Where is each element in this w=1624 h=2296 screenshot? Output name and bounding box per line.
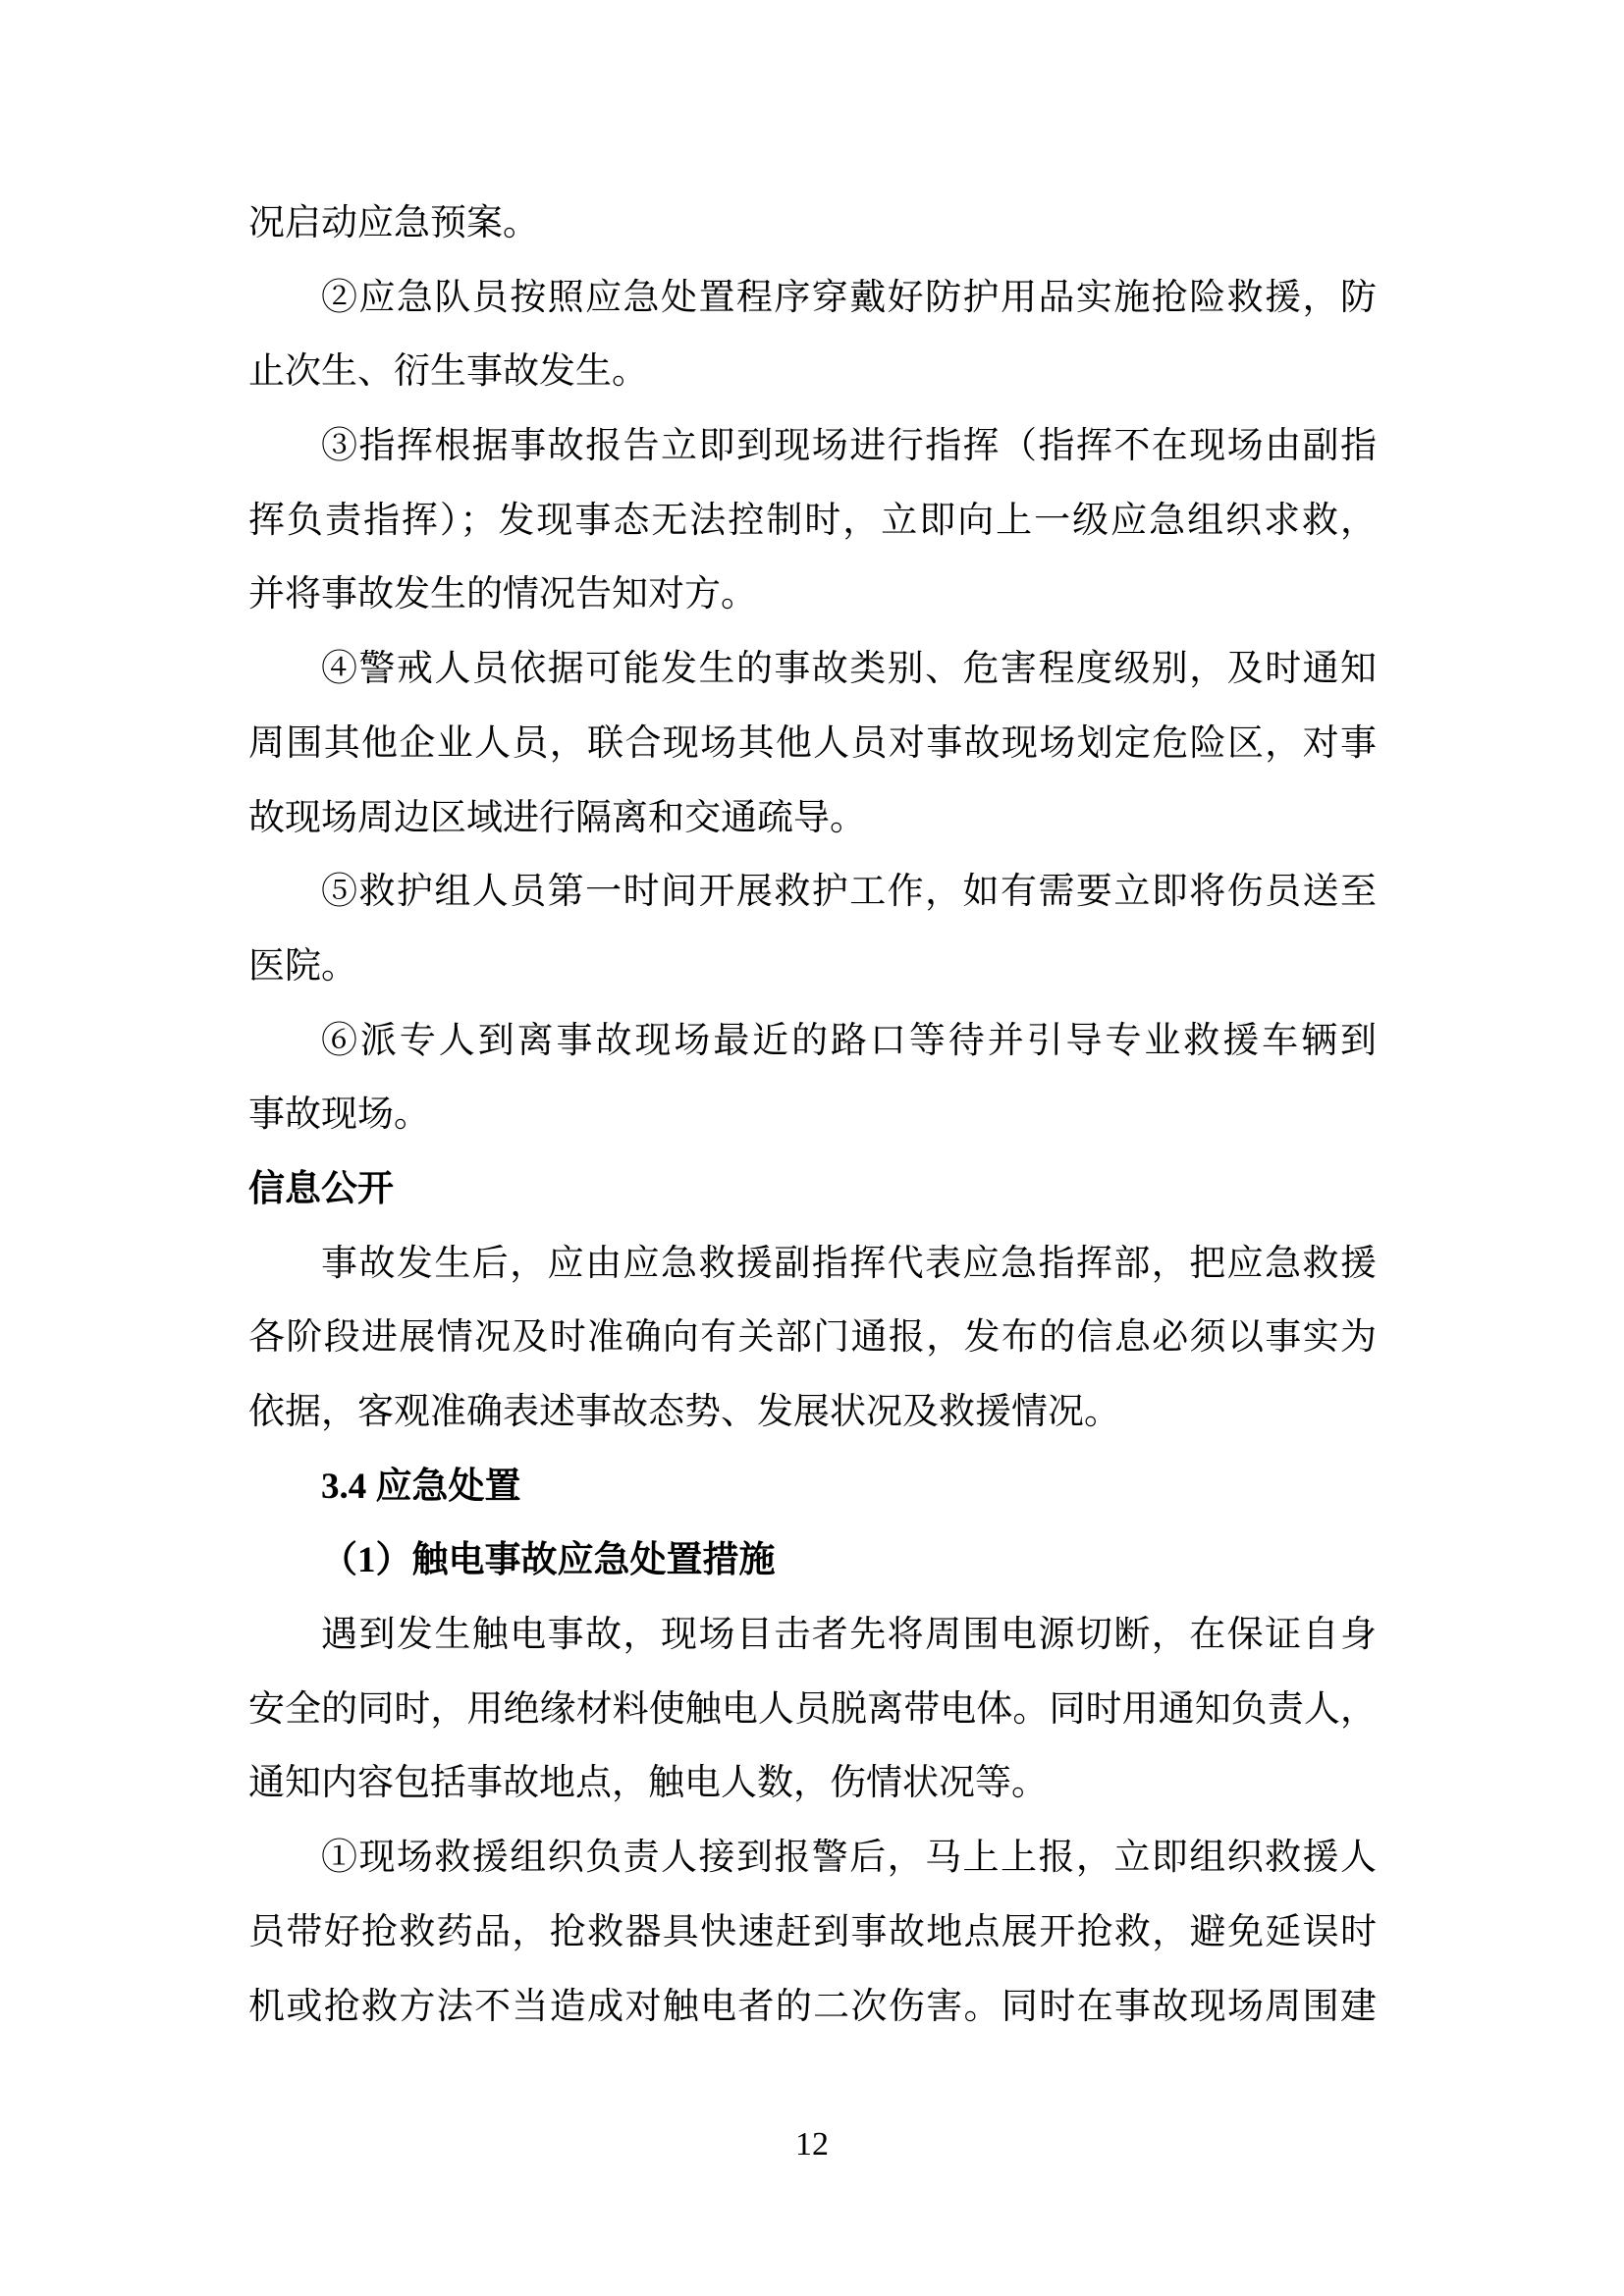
text-body bbox=[248, 187, 1377, 2044]
text-line: （1）触电事故应急处置措施 bbox=[321, 1540, 776, 1581]
paragraph bbox=[248, 855, 1377, 1003]
text-line: 况启动应急预案。 bbox=[248, 203, 539, 243]
text-line: ⑥派专人到离事故现场最近的路口等待并引导专业救援车辆到 bbox=[321, 1020, 1377, 1061]
text-line: 故现场周边区域进行隔离和交通疏导。 bbox=[248, 797, 866, 838]
text-line: 机或抢救方法不当造成对触电者的二次伤害。同时在事故现场周围建 bbox=[248, 1986, 1377, 2027]
paragraph bbox=[248, 1821, 1377, 2044]
paragraph bbox=[248, 1598, 1377, 1821]
text-line: ③指挥根据事故报告立即到现场进行指挥（指挥不在现场由副指 bbox=[321, 426, 1377, 467]
text-line: 3.4 应急处置 bbox=[321, 1466, 521, 1507]
heading bbox=[248, 1523, 1377, 1598]
text-line: 员带好抢救药品，抢救器具快速赶到事故地点展开抢救，避免延误时 bbox=[248, 1911, 1377, 1952]
paragraph bbox=[248, 1004, 1377, 1152]
text-line: 挥负责指挥）；发现事态无法控制时，立即向上一级应急组织求救， bbox=[248, 500, 1377, 541]
text-line: 并将事故发生的情况告知对方。 bbox=[248, 574, 757, 615]
text-line: 安全的同时，用绝缘材料使触电人员脱离带电体。同时用通知负责人， bbox=[248, 1688, 1377, 1730]
text-line: 遇到发生触电事故，现场目击者先将周围电源切断，在保证自身 bbox=[321, 1615, 1377, 1656]
text-line: 信息公开 bbox=[248, 1168, 394, 1209]
text-line: ②应急队员按照应急处置程序穿戴好防护用品实施抢险救援，防 bbox=[321, 277, 1377, 318]
page-number: 12 bbox=[795, 2126, 829, 2163]
text-line: ①现场救援组织负责人接到报警后，马上上报，立即组织救援人 bbox=[321, 1838, 1377, 1879]
text-line: 事故发生后，应由应急救援副指挥代表应急指挥部，把应急救援 bbox=[321, 1243, 1377, 1284]
paragraph bbox=[248, 1227, 1377, 1450]
paragraph bbox=[248, 261, 1377, 409]
heading bbox=[248, 1152, 1377, 1227]
text-line: 医院。 bbox=[248, 945, 357, 987]
text-line: 止次生、衍生事故发生。 bbox=[248, 351, 648, 393]
text-line: 各阶段进展情况及时准确向有关部门通报，发布的信息必须以事实为 bbox=[248, 1317, 1377, 1359]
text-line: 周围其他企业人员，联合现场其他人员对事故现场划定危险区，对事 bbox=[248, 722, 1377, 764]
paragraph bbox=[248, 409, 1377, 632]
text-line: 通知内容包括事故地点，触电人数，伤情状况等。 bbox=[248, 1763, 1048, 1804]
paragraph bbox=[248, 632, 1377, 855]
heading bbox=[248, 1450, 1377, 1524]
text-line: ⑤救护组人员第一时间开展救护工作，如有需要立即将伤员送至 bbox=[321, 872, 1377, 913]
text-line: 事故现场。 bbox=[248, 1095, 430, 1136]
paragraph bbox=[248, 187, 1377, 261]
text-line: ④警戒人员依据可能发生的事故类别、危害程度级别，及时通知 bbox=[321, 649, 1377, 690]
text-line: 依据，客观准确表述事故态势、发展状况及救援情况。 bbox=[248, 1392, 1120, 1432]
